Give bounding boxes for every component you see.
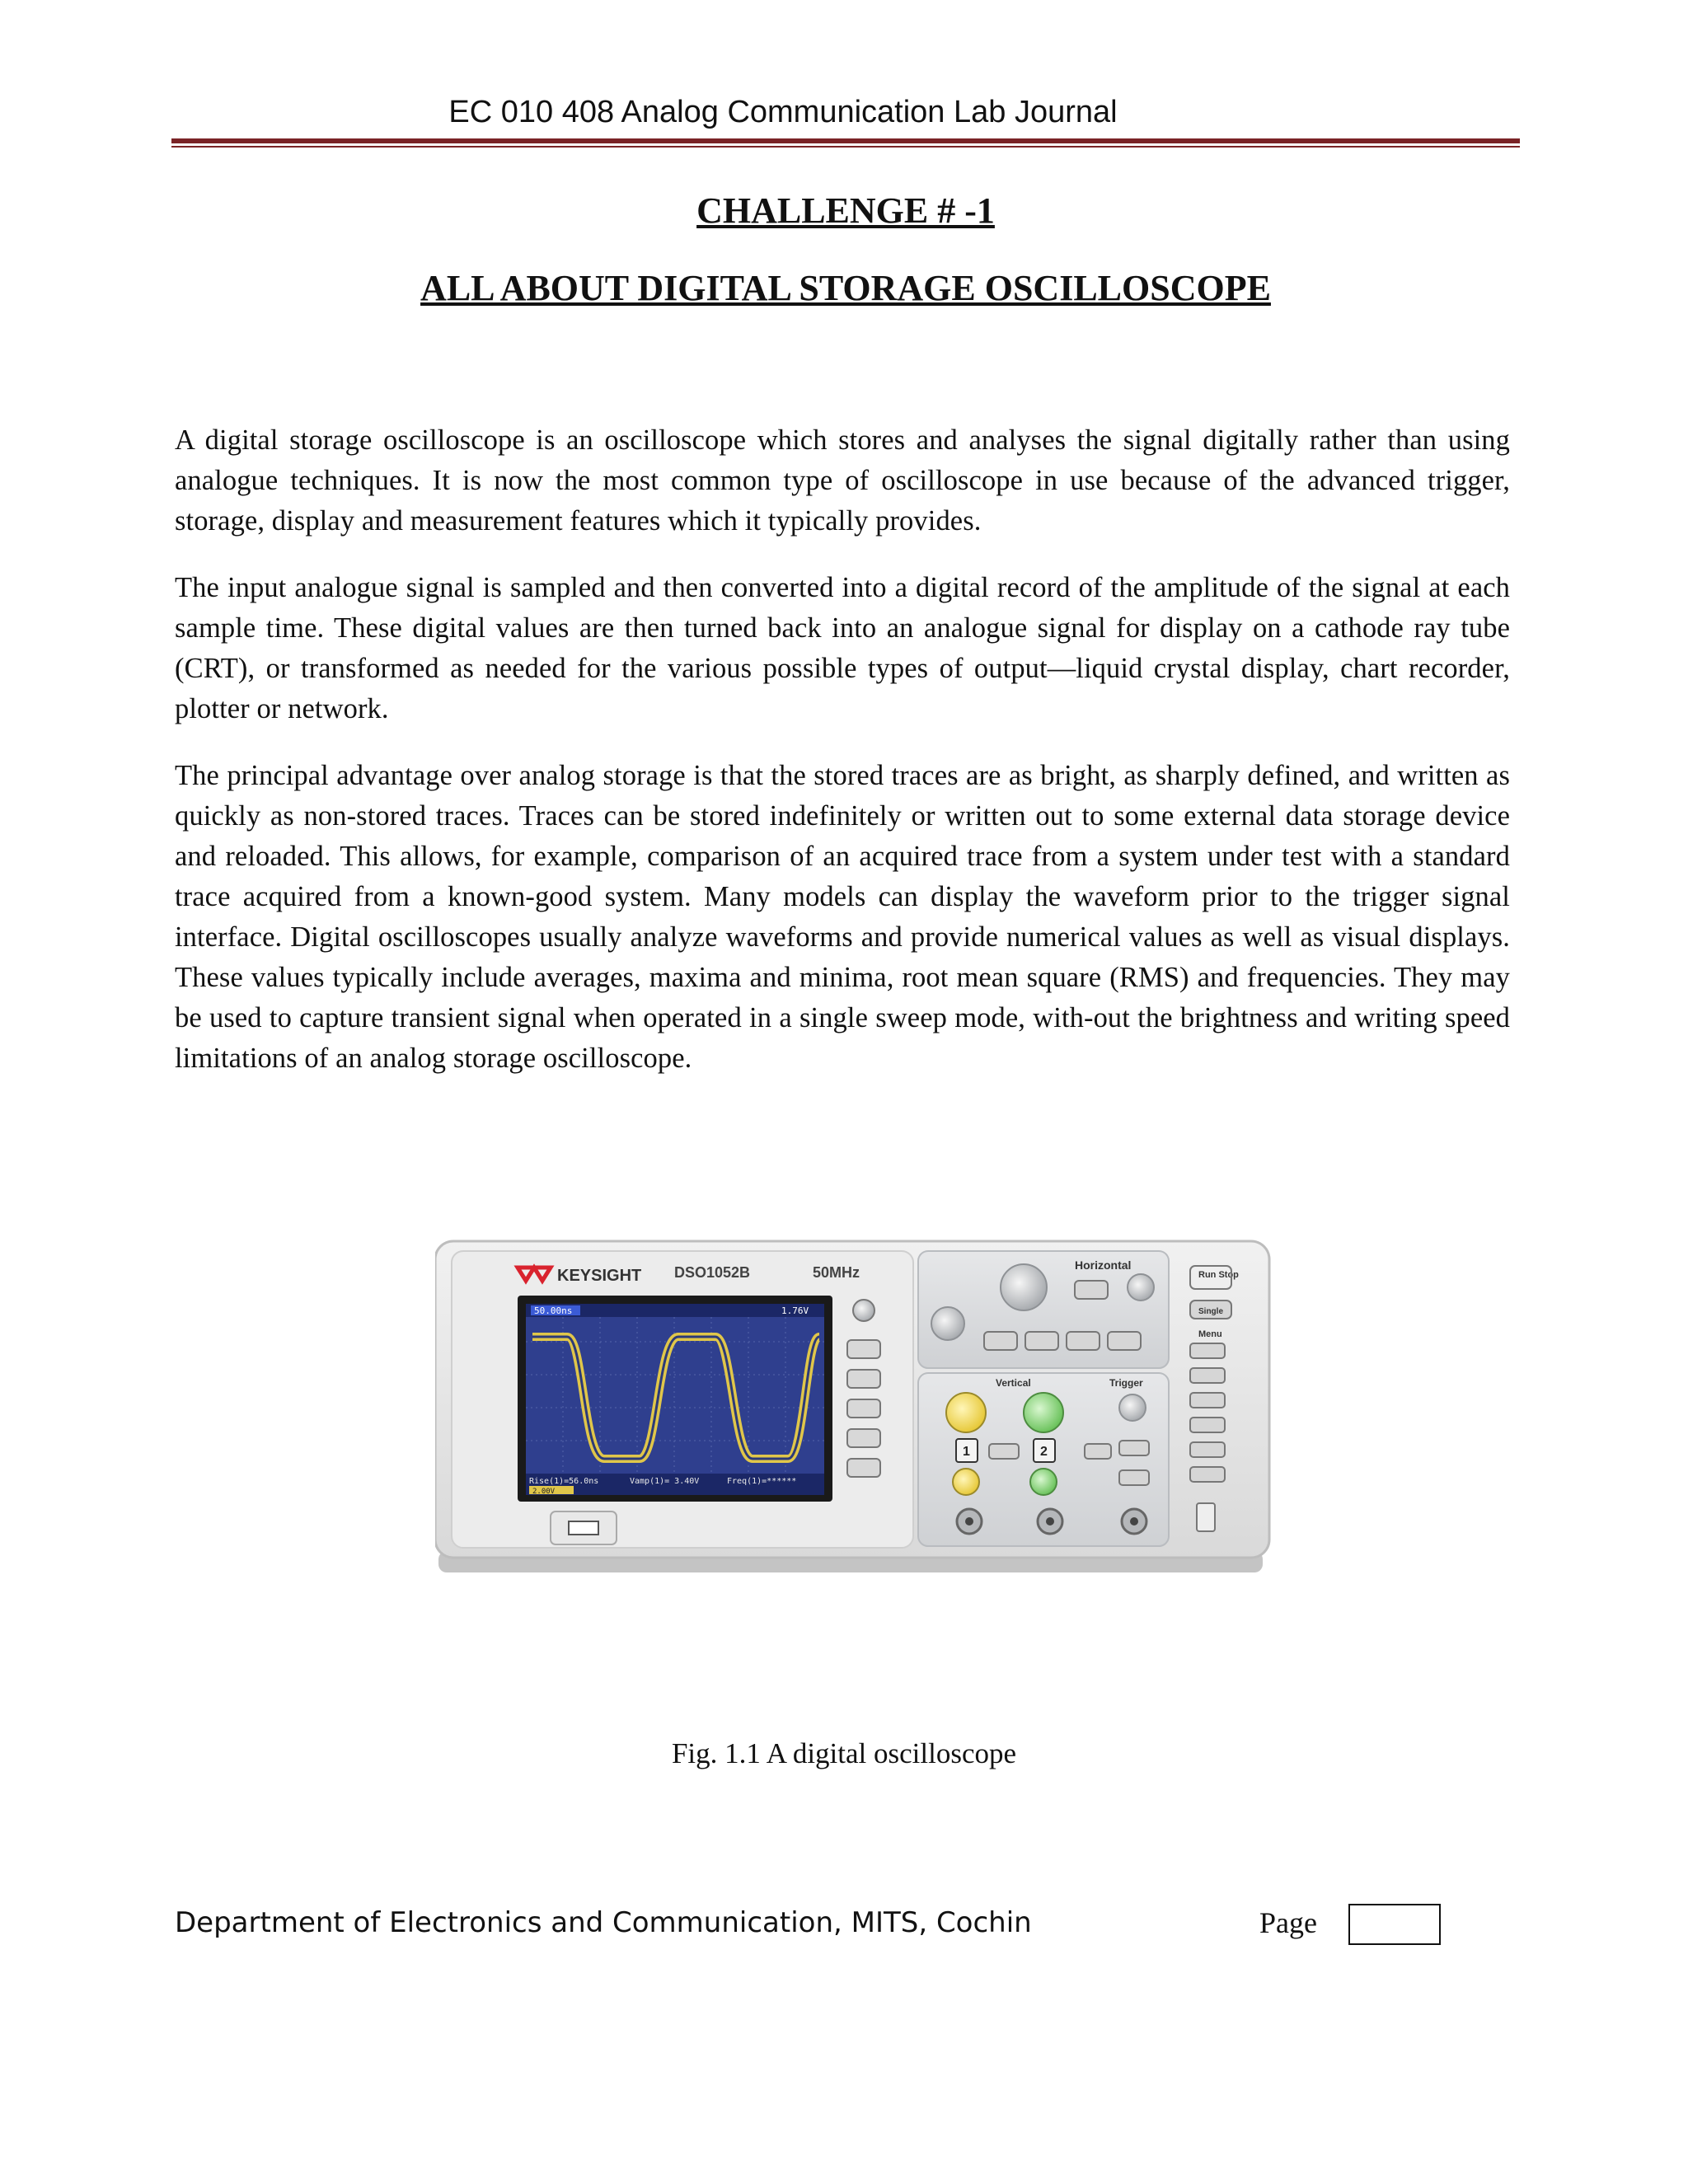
ch2-button-label: 2 [1040, 1445, 1048, 1459]
paragraph-1: A digital storage oscilloscope is an oscilloscope which stores and analyses the signal digitally rather than using analogue techniques. It is now the most common type of oscilloscope in use because of the advanced trigger, storage, display and measurement features which it typically provides. [175, 424, 1510, 537]
paragraph-3: The principal advantage over analog storage is that the stored traces are as bright, as sharply defined, and written as quickly as non-stored traces. Traces can be stored indefinitely or written out to some external data storage device and reloaded. This allows, for example, comparison of an acquired trace from a system under test with a standard trace acquired from a known-good system. Many models can display the waveform prior to the trigger signal interface. Digital oscilloscopes usually analyze waveforms and provide numerical values as well as visual displays. These values typically include averages, maxima and minima, root mean square (RMS) and frequencies. They may be used to capture transient signal when operated in a single sweep mode, with-out the brightness and writing speed limitations of an analog storage oscilloscope. [175, 760, 1510, 1074]
vertical-label: Vertical [996, 1377, 1031, 1389]
footer-page-label: Page [1259, 1906, 1317, 1939]
run-stop-label: Run Stop [1198, 1270, 1239, 1280]
horizontal-label: Horizontal [1075, 1258, 1132, 1272]
ch1-scale-knob [946, 1393, 986, 1432]
oscilloscope-illustration [435, 1235, 1309, 1706]
screen-volt-scale: 2.00V [532, 1488, 556, 1496]
horizontal-position-knob [1001, 1264, 1047, 1310]
ch1-position-knob [953, 1469, 979, 1495]
model-label: DSO1052B [674, 1264, 751, 1281]
ch1-button-label: 1 [963, 1445, 970, 1459]
page-number-box [1348, 1904, 1441, 1945]
screen-trigger-level: 1.76V [781, 1305, 809, 1316]
body-text [175, 420, 1510, 1105]
screen-measure-freq: Freq(1)=****** [727, 1477, 797, 1486]
journal-header-title: EC 010 408 Analog Communication Lab Journal [448, 95, 1118, 129]
screen-timebase: 50.00ns [534, 1305, 573, 1316]
section-heading: ALL ABOUT DIGITAL STORAGE OSCILLOSCOPE [420, 268, 1271, 308]
brand-label: KEYSIGHT [557, 1267, 642, 1285]
screen-measure-vamp: Vamp(1)= 3.40V [630, 1477, 700, 1486]
trigger-level-knob [1119, 1394, 1146, 1421]
screen-measure-rise: Rise(1)=56.0ns [529, 1477, 599, 1486]
header-rule [171, 138, 1520, 148]
menu-label: Menu [1198, 1329, 1222, 1339]
oscilloscope-screen [526, 1304, 824, 1495]
paragraph-2: The input analogue signal is sampled and then converted into a digital record of the amplitude of the signal at each sample time. These digital values are then turned back into an analogue signal for display on a cathode ray tube (CRT), or transformed as needed for the various possible types of output—liquid crystal display, chart recorder, plotter or network. [175, 572, 1510, 724]
entry-knob [931, 1307, 964, 1340]
bandwidth-label: 50MHz [813, 1264, 860, 1281]
single-label: Single [1198, 1307, 1224, 1316]
oscilloscope-figure [435, 1235, 1309, 1706]
challenge-heading: CHALLENGE # -1 [696, 190, 995, 231]
ch2-position-knob [1030, 1469, 1057, 1495]
horizontal-scale-knob [1128, 1274, 1154, 1301]
trigger-label: Trigger [1109, 1377, 1143, 1389]
usb-port-icon [569, 1521, 598, 1535]
ch2-scale-knob [1024, 1393, 1063, 1432]
figure-caption: Fig. 1.1 A digital oscilloscope [671, 1737, 1017, 1769]
footer-department: Department of Electronics and Communication, MITS, Cochin [175, 1906, 1032, 1939]
probe-comp-icon [1197, 1503, 1215, 1531]
